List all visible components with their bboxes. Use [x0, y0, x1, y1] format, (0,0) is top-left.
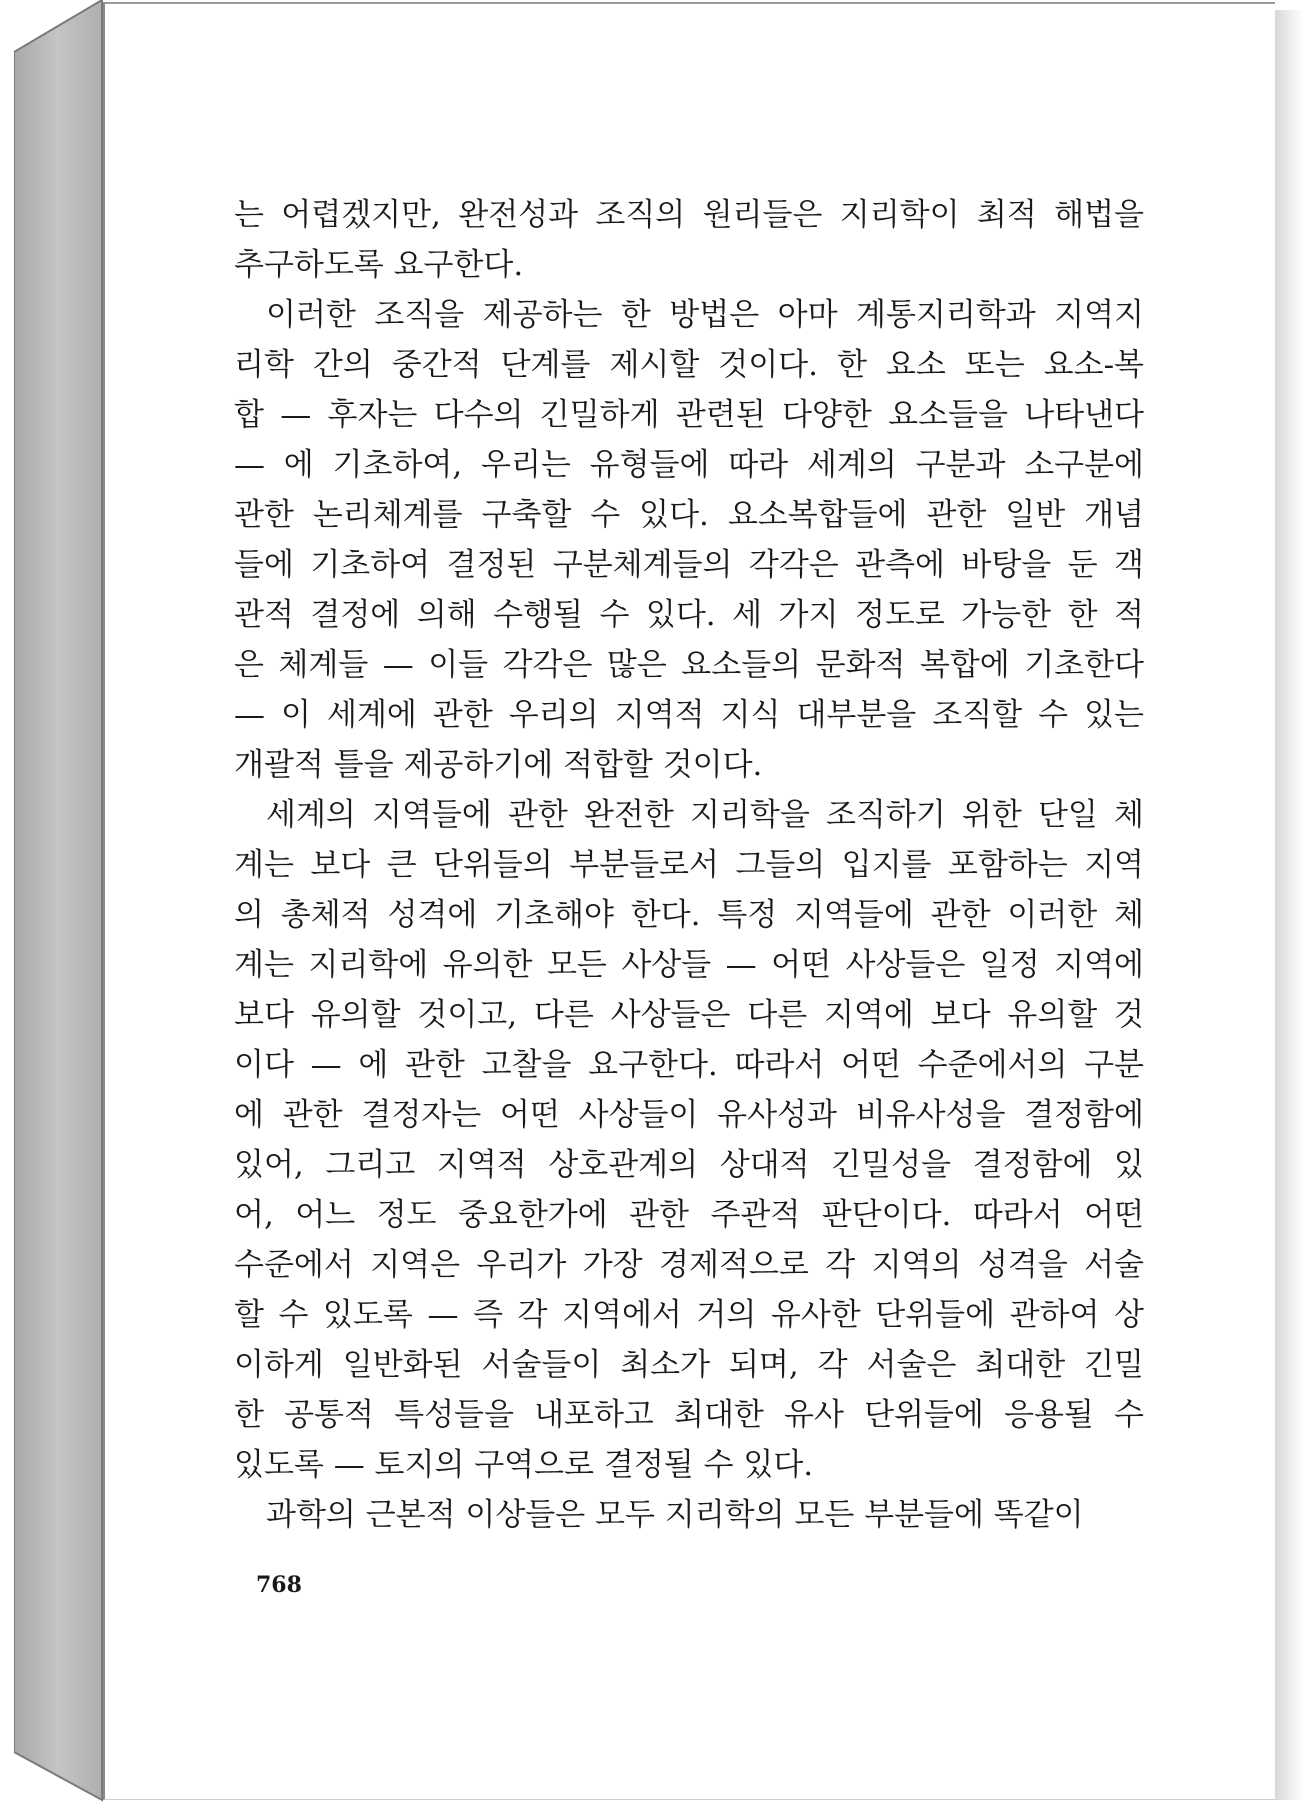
text-line: 한 공통적 특성들을 내포하고 최대한 유사 단위들에 응용될 수: [234, 1397, 1144, 1433]
text-line: 의 총체적 성격에 기초해야 한다. 특정 지역들에 관한 이러한 체: [234, 897, 1144, 933]
text-line: 개괄적 틀을 제공하기에 적합할 것이다.: [234, 747, 763, 783]
book-spine-3d-edge: [14, 0, 104, 1806]
text-line: — 이 세계에 관한 우리의 지역적 지식 대부분을 조직할 수 있는: [234, 697, 1144, 733]
text-line: 추구하도록 요구한다.: [234, 247, 524, 283]
text-line: 에 관한 결정자는 어떤 사상들이 유사성과 비유사성을 결정함에: [234, 1097, 1144, 1133]
text-line: 계는 지리학에 유의한 모든 사상들 — 어떤 사상들은 일정 지역에: [234, 947, 1144, 983]
text-line: 이러한 조직을 제공하는 한 방법은 아마 계통지리학과 지역지: [266, 297, 1144, 333]
text-line: 과학의 근본적 이상들은 모두 지리학의 모든 부분들에 똑같이: [266, 1497, 1084, 1533]
text-line: 이하게 일반화된 서술들이 최소가 되며, 각 서술은 최대한 긴밀: [234, 1347, 1144, 1383]
body-text: [234, 190, 1144, 1540]
text-line: 은 체계들 — 이들 각각은 많은 요소들의 문화적 복합에 기초한다: [234, 647, 1144, 683]
text-line: 할 수 있도록 — 즉 각 지역에서 거의 유사한 단위들에 관하여 상: [234, 1297, 1144, 1333]
text-line: 관적 결정에 의해 수행될 수 있다. 세 가지 정도로 가능한 한 적: [234, 597, 1144, 633]
text-line: 세계의 지역들에 관한 완전한 지리학을 조직하기 위한 단일 체: [266, 797, 1144, 833]
text-line: 보다 유의할 것이고, 다른 사상들은 다른 지역에 보다 유의할 것: [234, 997, 1144, 1033]
text-line: 있어, 그리고 지역적 상호관계의 상대적 긴밀성을 결정함에 있: [234, 1147, 1144, 1183]
page-edge-shadow: [1275, 10, 1303, 1800]
text-line: 수준에서 지역은 우리가 가장 경제적으로 각 지역의 성격을 서술: [234, 1247, 1144, 1283]
text-line: 어, 어느 정도 중요한가에 관한 주관적 판단이다. 따라서 어떤: [234, 1197, 1144, 1233]
text-line: 관한 논리체계를 구축할 수 있다. 요소복합들에 관한 일반 개념: [234, 497, 1144, 533]
text-line: 이다 — 에 관한 고찰을 요구한다. 따라서 어떤 수준에서의 구분: [234, 1047, 1144, 1083]
text-line: — 에 기초하여, 우리는 유형들에 따라 세계의 구분과 소구분에: [234, 447, 1144, 483]
text-line: 들에 기초하여 결정된 구분체계들의 각각은 관측에 바탕을 둔 객: [234, 547, 1144, 583]
text-line: 합 — 후자는 다수의 긴밀하게 관련된 다양한 요소들을 나타낸다: [234, 397, 1144, 433]
page-number: 768: [256, 1572, 302, 1598]
text-line: 계는 보다 큰 단위들의 부분들로서 그들의 입지를 포함하는 지역: [234, 847, 1144, 883]
text-line: 리학 간의 중간적 단계를 제시할 것이다. 한 요소 또는 요소-복: [234, 347, 1144, 383]
text-line: 는 어렵겠지만, 완전성과 조직의 원리들은 지리학이 최적 해법을: [234, 197, 1144, 233]
text-line: 있도록 — 토지의 구역으로 결정될 수 있다.: [234, 1447, 814, 1483]
